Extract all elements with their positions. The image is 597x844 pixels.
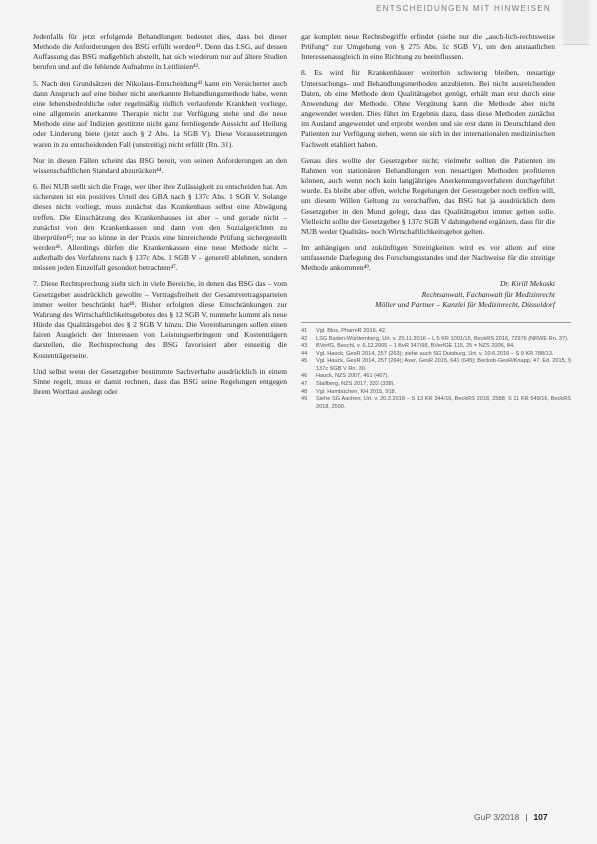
footnote: 41 Vgl. Blos, PharmR 2016, 42.: [301, 327, 387, 334]
footer-separator: |: [525, 812, 528, 822]
paragraph: Jedenfalls für jetzt erfolgende Behandlungen bedeutet dies, dass bei dieser Methode die Anforderungen des BSG erfüllt werden⁴¹. Denn das LSG, auf dessen Auffassung das BSG maßgeblich abstellt, hat sich wiederum nur auf ältere Studien berufen und auf die fehlende Aufnahme in Leitlinien⁴².: [33, 32, 287, 72]
author-firm: Möller und Partner – Kanzlei für Medizinrecht, Düsseldorf: [375, 299, 555, 309]
paragraph: 5. Nach den Grundsätzen der Nikolaus-Entscheidung⁴³ kann ein Versicherter auch dann Anspruch auf eine bisher nicht anerkannte Behandlungsmethode habe, wenn eine lebensbedrohliche oder regelmäßig tödlich verlaufende Krankheit vorliege, eine allgemein anerkannte Therapie nicht zur Verfügung stehe und die neue Methode eine auf Indizien gestützte nicht ganz fernliegende Aussicht auf Heilung oder Linderung biete (jetzt auch § 2 Abs. 1a SGB V). Diese Voraussetzungen waren in zu entscheidenden Fall (unstreitig) nicht erfüllt (Rn. 31).: [33, 78, 287, 149]
footnote: 46 Hauck, NZS 2007, 461 (467).: [301, 373, 389, 380]
footnote: 43 BVerfG, Beschl. v. 6.12.2005 – 1 BvR 347/98, BVerfGE 115, 25 = NZS 2006, 84.: [301, 343, 515, 350]
page-number: 107: [533, 812, 548, 822]
paragraph: Genau dies wollte der Gesetzgeber nicht; vielmehr sollten die Patienten im Rahmen von stationären Behandlungen von neuartigen Methoden profitieren können, auch wenn noch kein langjähriges Anerkennungsverfahren durchgeführt wurde. Es bleibt aber offen, welche Regelungen der Gesetzgeber noch treffen will, um diesem Willen Geltung zu verschaffen, das BSG hat ja ausdrücklich dem Gesetzgeber in den Mund gelegt, dass das Qualitätsgebot immer gelten solle. Vielleicht sollte der Gesetzgeber § 137c SGB V dahingehend ergänzen, dass für die NUB weder Qualitäts- noch Wirtschaftlichkeitsgebot gelten.: [301, 155, 555, 236]
page-corner-tab: [563, 0, 589, 45]
paragraph: Nur in diesen Fällen scheint das BSG bereit, von seinen Anforderungen an den wissenschaftlichen Standard abzurücken⁴⁴.: [33, 155, 287, 175]
paragraph: 7. Diese Rechtsprechung zieht sich in viele Bereiche, in denen das BSG das – vom Gesetzgeber ausdrücklich gewollte – Vertragsfreiheit der Gesamtvertragsparteien immer weiter beschränkt hat⁴⁸. Bisher erfolgten diese Einschränkungen zur Wahrung des Wirtschaftlichkeitsgebotes des § 12 SGB V, nunmehr kommt als neue Hürde das Qualitätsgebot des § 2 SGB V hinzu. Die Vereinbarungen sollen einen fairen Ausgleich der Interessen von Leistungserbringern und Kostenträgern darstellen, die Rechtsprechung des BSG favorisiert aber einseitig die Kostenträgerseite.: [33, 279, 287, 360]
author-name: Dr. Kirill Mekoski: [499, 279, 555, 289]
running-header: ENTSCHEIDUNGEN MIT HINWEISEN: [376, 4, 551, 13]
paragraph: gar komplett neue Rechtsbegriffe erfindet (siehe nur die „auch-lich-rechtsweise Prüfung“ zur Umgehung von § 275 Abs. 1c SGB V), um den anstaatlichen Interessenausgleich in eine Richtung zu beeinflussen.: [301, 32, 555, 62]
footnote: 44 Vgl. Hauck, GesR 2014, 257 (263); siehe auch SG Duisburg, Urt. v. 10.6.2016 – S 9 KR 788/13.: [301, 350, 554, 357]
page-footer: [474, 812, 548, 822]
paragraph: 8. Es wird für Krankenhäuser weiterhin schwierig bleiben, neuartige Untersuchungs- und Behandlungsmethoden anzubieten. Bei nicht ausreichenden Daten, ob eine Methode dem Qualitätsgebot genügt, erhält man erst durch eine Anwendung der Methode. Ohne Vergütung kann die Methode aber nicht angewendet werden. Dies führt im Ergebnis dazu, dass diese Methoden zunächst im Ausland angewendet und erprobt werden und sie erst dann in Deutschland den Patienten zur Verfügung stehen, wenn sie sich in der internationalen medizinischen Fachwelt etabliert haben.: [301, 68, 555, 149]
author-role: Rechtsanwalt, Fachanwalt für Medizinrecht: [421, 289, 555, 299]
author-signature: [301, 279, 555, 309]
journal-issue: GuP 3/2018: [474, 812, 520, 822]
footnote: 45 Vgl. Hauck, GesR 2014, 257 (264); Axer, GesR 2015, 641 (645); Beckob-GesR/Knapp, 47. Ed. 2015, § 137c SGB V Rn. 30.: [301, 358, 571, 372]
paragraph: 6. Bei NUB stellt sich die Frage, wer über ihre Zulässigkeit zu entscheiden hat. Am sichersten ist ein positives Urteil des GBA nach § 137c Abs. 1 SGB V. Solange dieses nicht vorliegt, muss zunächst das Krankenhaus selbst eine Abwägung treffen. Die Einschätzung des Krankenhauses ist aber – und gerade nicht – zunächst von den Krankenkassen und dann von den Sozialgerichten zu überprüfen⁴⁵; nur so könne in der Praxis eine hinreichende Prüfung sichergestellt werden⁴⁶. Allerdings dürfen die Krankenkassen eine neue Methode nicht – außerhalb des Verfahrens nach § 137c Abs. 1 SGB V – generell ablehnen, sondern müssen jeden Einzelfall gesondert betrachten⁴⁷.: [33, 182, 287, 273]
left-column: [33, 32, 287, 403]
right-column: [301, 32, 571, 411]
footnote: 42 LSG Baden-Württemberg, Urt. v. 25.11.2016 – L 5 KR 1001/15, BeckRS 2016, 72976 (NRWE Rn. 37).: [301, 335, 569, 342]
footnote: 49 Siehe SG Aachen, Urt. v. 20.2.2018 – S 13 KR 344/16, BeckRS 2018, 2588; S 11 KR 549/16, BeckRS 2018, 2590.: [301, 396, 571, 410]
paragraph: Und selbst wenn der Gesetzgeber bestimmte Sachverhalte ausdrücklich in einem Sinne regelt, muss er damit rechnen, dass das BSG seine Regelungen entgegen ihrem Wortlaut auslegt oder: [33, 366, 287, 396]
footnote: 47 Stallberg, NZS 2017, 332 (338).: [301, 381, 395, 388]
paragraph: Im anhängigen und zukünftigen Streitigkeiten wird es vor allem auf eine umfassende Darlegung des Forschungsstandes und der Nachweise für die streitige Methode ankommen⁴⁹.: [301, 242, 555, 273]
footnote: 48 Vgl. Hambüchen, KH 2015, 918.: [301, 388, 397, 395]
footnotes: [301, 322, 571, 412]
